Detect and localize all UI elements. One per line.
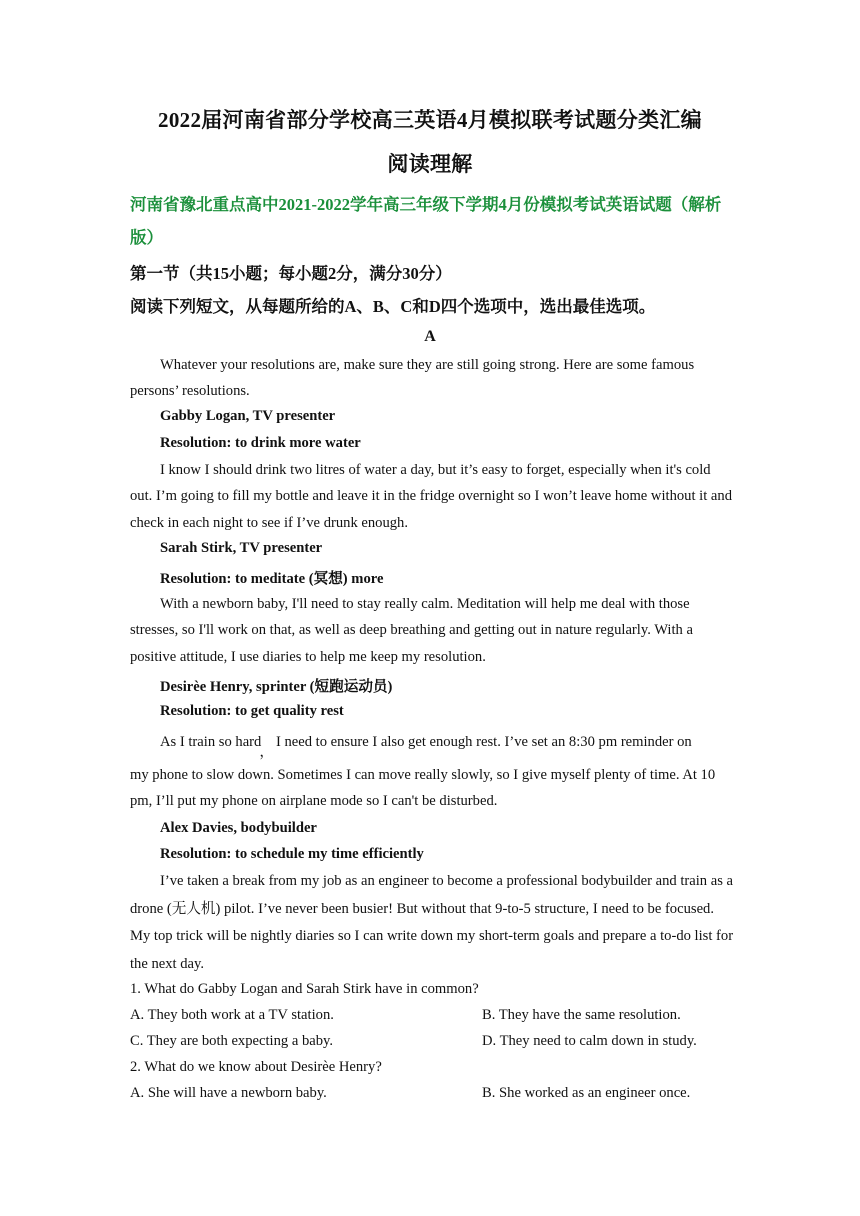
person-text-gabby: I know I should drink two litres of water a day, but it’s easy to forget, especially when it's cold out. I’m going to fill my bottle and leave it in the fridge overnight so I won’t leave home without it and check in each night to see if I’ve drunk enough. [130, 462, 733, 531]
person-name-gabby: Gabby Logan, TV presenter [160, 408, 336, 424]
document-subtitle: 阅读理解 [387, 152, 473, 176]
section-instruction: 阅读下列短文，从每题所给的A、B、C和D四个选项中，选出最佳选项。 [130, 297, 656, 316]
exam-source-heading: 河南省豫北重点高中2021-2022学年高三年级下学期4月份模拟考试英语试题（解析版） [130, 195, 722, 247]
section-heading: 第一节（共15小题；每小题2分，满分30分） [130, 264, 452, 283]
question-2-option-a: A. She will have a newborn baby. [130, 1085, 327, 1101]
person-resolution-desiree: Resolution: to get quality rest [160, 703, 344, 719]
document-title: 2022届河南省部分学校高三英语4月模拟联考试题分类汇编 [158, 108, 702, 132]
passage-label: A [424, 328, 436, 345]
person-resolution-gabby: Resolution: to drink more water [160, 435, 361, 451]
person-text-alex: I’ve taken a break from my job as an engineer to become a professional bodybuilder and train as a drone (无人机) pilot. I’ve never been busier! But without that 9-to-5 structure, I need to be focused. My top trick will be nightly diaries so I can write down my short-term goals and prepare a to-do list for the next day. [130, 873, 734, 972]
passage-intro: Whatever your resolutions are, make sure they are still going strong. Here are some famous persons’ resolutions. [130, 357, 695, 400]
person-resolution-sarah: Resolution: to meditate (冥想) more [160, 571, 384, 587]
question-2-option-b: B. She worked as an engineer once. [482, 1085, 691, 1101]
person-text-sarah: With a newborn baby, I'll need to stay really calm. Meditation will help me deal with those stresses, so I'll work on that, as well as deep breathing and getting out in nature regularly. With a positive attitude, I use diaries to help me keep my resolution. [130, 596, 693, 665]
question-1-option-a: A. They both work at a TV station. [130, 1007, 334, 1023]
person-resolution-alex: Resolution: to schedule my time efficiently [160, 846, 424, 862]
desiree-comma: ， [259, 744, 274, 760]
person-text-desiree-first-rest: I need to ensure I also get enough rest. I’ve set an 8:30 pm reminder on [275, 734, 692, 750]
person-text-desiree-rest: my phone to slow down. Sometimes I can move really slowly, so I give myself plenty of time. At 10 pm, I’ll put my phone on airplane mode so I can't be disturbed. [130, 767, 716, 810]
person-text-desiree-start: As I train so hard [160, 734, 262, 750]
person-name-alex: Alex Davies, bodybuilder [160, 820, 317, 836]
person-text-desiree-first-line [160, 730, 692, 760]
question-2-stem: 2. What do we know about Desirèe Henry? [130, 1059, 382, 1075]
question-1-option-d: D. They need to calm down in study. [482, 1033, 697, 1049]
question-1-option-b: B. They have the same resolution. [482, 1007, 681, 1023]
person-name-sarah: Sarah Stirk, TV presenter [160, 540, 323, 556]
question-1-option-c: C. They are both expecting a baby. [130, 1033, 334, 1049]
question-1-stem: 1. What do Gabby Logan and Sarah Stirk have in common? [130, 981, 479, 997]
person-name-desiree: Desirèe Henry, sprinter (短跑运动员) [160, 679, 393, 695]
